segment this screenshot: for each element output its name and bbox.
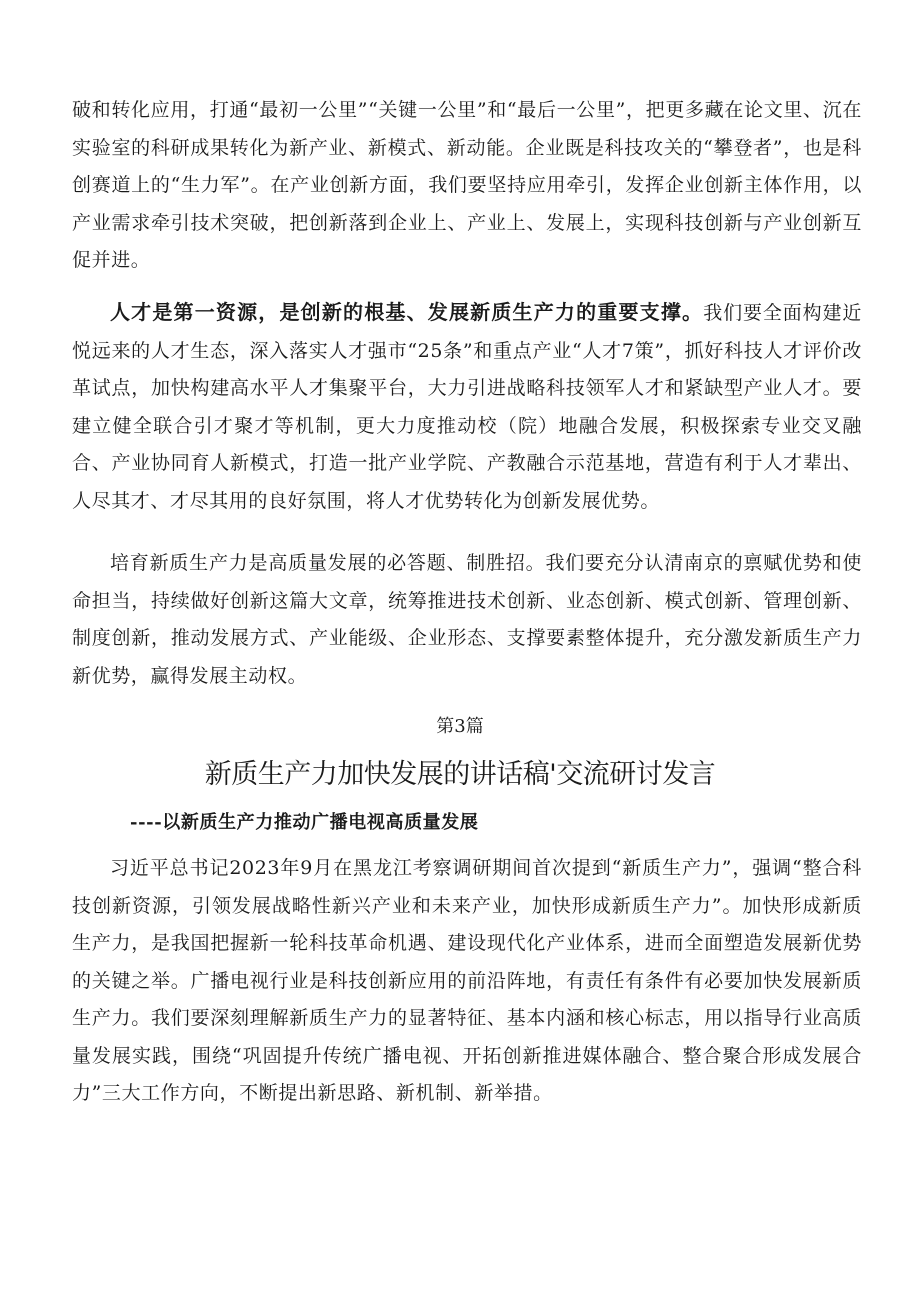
document-title: 新质生产力加快发展的讲话稿'交流研讨发言 bbox=[204, 759, 716, 790]
paragraph-closing: 培育新质生产力是高质量发展的必答题、制胜招。我们要充分认清南京的禀赋优势和使命担当，持续做好创新这篇大文章，统筹推进技术创新、业态创新、模式创新、管理创新、制度创新，推动发展方式、产业能级、企业形态、支撑要素整体提升，充分激发新质生产力新优势，赢得发展主动权。 bbox=[72, 552, 862, 687]
paragraph-talent-lead: 人才是第一资源，是创新的根基、发展新质生产力的重要支撑。 bbox=[110, 300, 704, 324]
section-label: 第3篇 bbox=[436, 716, 484, 737]
document-subtitle: ----以新质生产力推动广播电视高质量发展 bbox=[130, 812, 479, 833]
paragraph-talent bbox=[72, 294, 862, 520]
paragraph-talent-body: 我们要全面构建近悦远来的人才生态，深入落实人才强市“25条”和重点产业“人才7策”，抓好科技人才评价改革试点，加快构建高水平人才集聚平台，大力引进战略科技领军人才和紧缺型产业人才。要建立健全联合引才聚才等机制，更大力度推动校（院）地融合发展，积极探索专业交叉融合、产业协同育人新模式，打造一批产业学院、产教融合示范基地，营造有利于人才辈出、人尽其才、才尽其用的良好氛围，将人才优势转化为创新发展优势。 bbox=[72, 302, 862, 512]
paragraph-continued: 破和转化应用，打通“最初一公里”“关键一公里”和“最后一公里”，把更多藏在论文里、沉在实验室的科研成果转化为新产业、新模式、新动能。企业既是科技攻关的“攀登者”，也是科创赛道上的“生力军”。在产业创新方面，我们要坚持应用牵引，发挥企业创新主体作用，以产业需求牵引技术突破，把创新落到企业上、产业上、发展上，实现科技创新与产业创新互促并进。 bbox=[72, 99, 862, 271]
paragraph-opening: 习近平总书记2023年9月在黑龙江考察调研期间首次提到“新质生产力”，强调“整合科技创新资源，引领发展战略性新兴产业和未来产业，加快形成新质生产力”。加快形成新质生产力，是我国把握新一轮科技革命机遇、建设现代化产业体系，进而全面塑造发展新优势的关键之举。广播电视行业是科技创新应用的前沿阵地，有责任有条件有必要加快发展新质生产力。我们要深刻理解新质生产力的显著特征、基本内涵和核心标志，用以指导行业高质量发展实践，围绕“巩固提升传统广播电视、开拓创新推进媒体融合、整合聚合形成发展合力”三大工作方向，不断提出新思路、新机制、新举措。 bbox=[72, 857, 862, 1104]
